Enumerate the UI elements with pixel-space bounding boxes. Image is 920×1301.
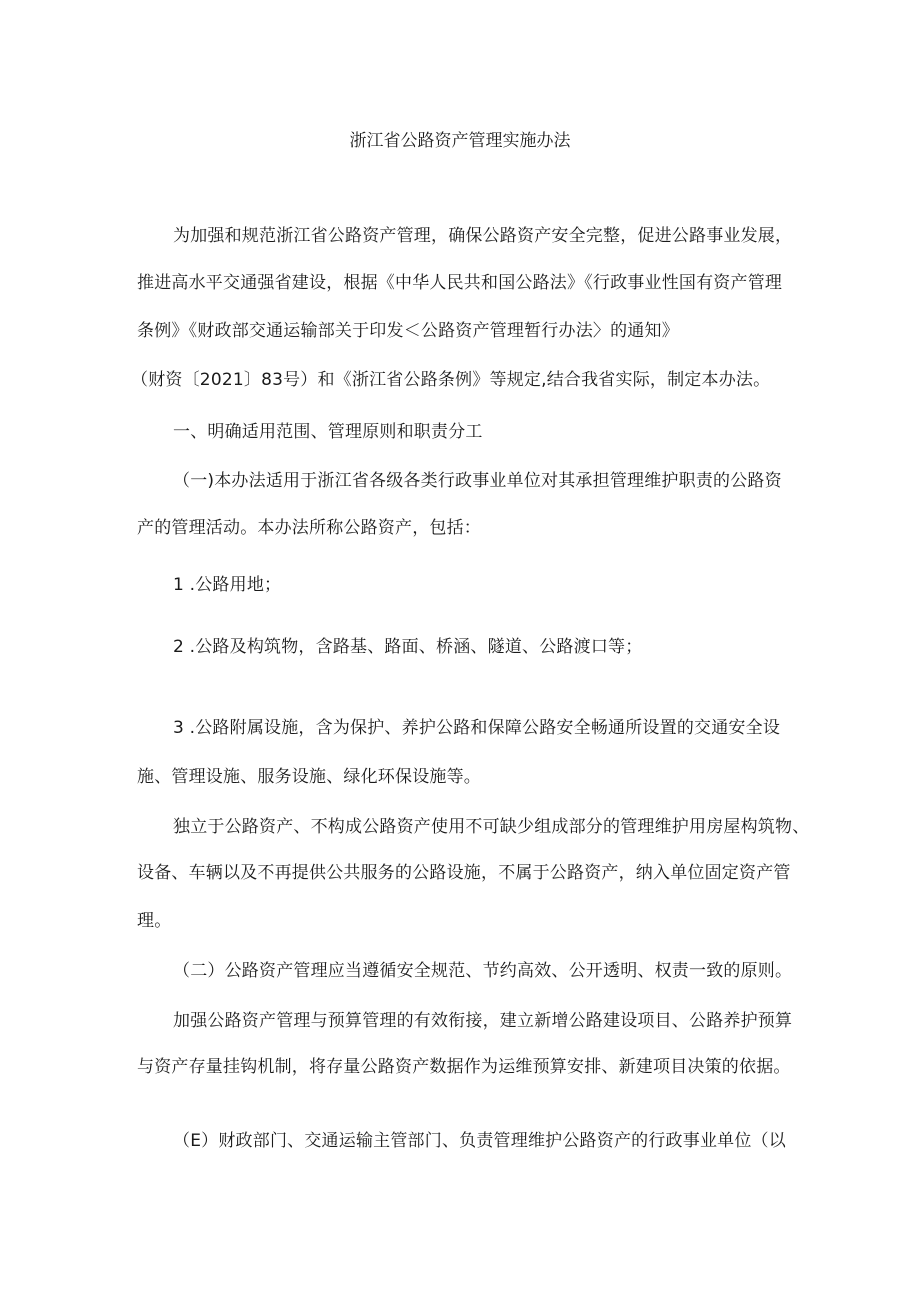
section-heading: 一、明确适用范围、管理原则和职责分工 (173, 422, 483, 442)
paragraph-line: 条例》《财政部交通运输部关于印发＜公路资产管理暂行办法〉的通知》 (137, 321, 679, 341)
paragraph-line: 独立于公路资产、不构成公路资产使用不可缺少组成部分的管理维护用房屋构筑物、 (173, 817, 810, 837)
paragraph-line: （财资〔2021〕83号）和《浙江省公路条例》等规定,结合我省实际，制定本办法。 (131, 370, 771, 390)
paragraph-line: （二）公路资产管理应当遵循安全规范、节约高效、公开透明、权责一致的原则。 (173, 961, 793, 981)
paragraph-line: （一)本办法适用于浙江省各级各类行政事业单位对其承担管理维护职责的公路资 (173, 471, 782, 491)
paragraph-line: 与资产存量挂钩机制，将存量公路资产数据作为运维预算安排、新建项目决策的依据。 (137, 1057, 791, 1077)
list-item: 1 .公路用地； (173, 575, 282, 595)
paragraph-line: 产的管理活动。本办法所称公路资产，包括： (137, 518, 481, 538)
paragraph-line: 加强公路资产管理与预算管理的有效衔接，建立新增公路建设项目、公路养护预算 (173, 1011, 793, 1031)
document-title: 浙江省公路资产管理实施办法 (349, 131, 571, 151)
list-item: 2 .公路及构筑物，含路基、路面、桥涵、隧道、公路渡口等； (173, 637, 643, 657)
list-item: 3 .公路附属设施，含为保护、养护公路和保障公路安全畅通所设置的交通安全设 (173, 718, 781, 738)
paragraph-line: 施、管理设施、服务设施、绿化环保设施等。 (137, 767, 481, 787)
paragraph-line: 推进高水平交通强省建设，根据《中华人民共和国公路法》《行政事业性国有资产管理 (137, 273, 783, 293)
paragraph-line: （Ε）财政部门、交通运输主管部门、负责管理维护公路资产的行政事业单位（以 (173, 1131, 786, 1151)
paragraph-line: 为加强和规范浙江省公路资产管理，确保公路资产安全完整，促进公路事业发展， (173, 226, 793, 246)
paragraph-line: 理。 (137, 911, 172, 931)
paragraph-line: 设备、车辆以及不再提供公共服务的公路设施，不属于公路资产，纳入单位固定资产管 (137, 863, 791, 883)
